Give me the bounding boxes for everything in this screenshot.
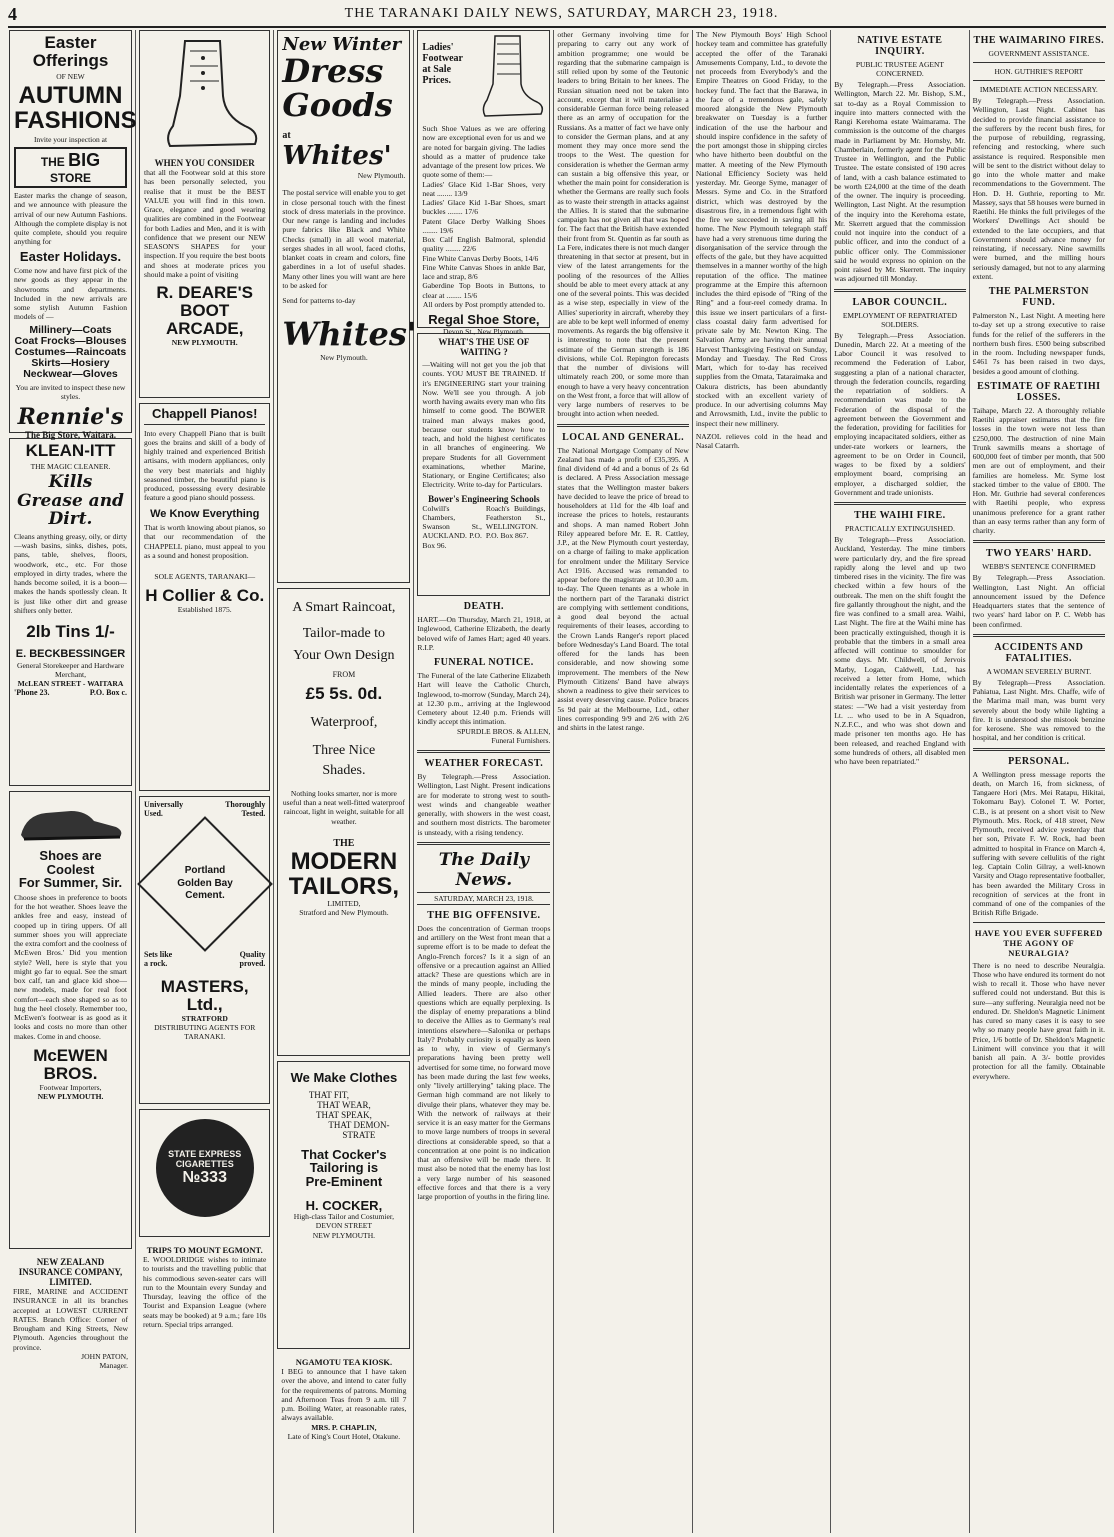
shades: Shades. (322, 762, 366, 778)
merchant-desc: General Storekeeper and Hardware Merchant, (17, 660, 124, 679)
cocker-desc: High-class Tailor and Costumier, (293, 1212, 395, 1222)
kleanitt-title: KLEAN-ITT (25, 441, 116, 460)
regal-shoe-ad (417, 30, 550, 336)
palmerston-heading: THE PALMERSTON FUND. (988, 286, 1089, 308)
kleanitt-sub: THE MAGIC CLEANER. (30, 461, 111, 471)
merchant-pobox: P.O. Box c. (89, 688, 127, 698)
ladies-boot-illustration (145, 36, 265, 156)
raincoat-ad (277, 588, 410, 1056)
sets-like: Sets like (144, 950, 173, 959)
send-patterns: Send for patterns to-day (282, 296, 356, 306)
proved: proved. (239, 959, 266, 968)
whites-name-2: Whites' (282, 315, 417, 354)
tins-price: 2lb Tins 1/- (26, 622, 115, 642)
masthead-title: THE TARANAKI DAILY NEWS, SATURDAY, MARCH 23, 1918. (344, 6, 779, 21)
regal-ladies: Ladies' (422, 42, 454, 53)
insurance-ad (9, 1254, 132, 1373)
waimarino-sub: GOVERNMENT ASSISTANCE. (988, 49, 1090, 58)
regal-footwear: Footwear (422, 53, 463, 64)
at: at (282, 130, 291, 142)
regal-item-3: Patent Glace Derby Walking Shoes ........ 19/6 (422, 216, 546, 235)
divider (973, 922, 1105, 923)
divider (417, 750, 550, 753)
column-1 (6, 30, 136, 1533)
kiosk-owner: MRS. P. CHAPLIN, (311, 1422, 377, 1432)
state-express-stamp (156, 1119, 254, 1217)
tailors-limited: LIMITED, (327, 899, 361, 909)
bowers-title: WHAT'S THE USE OF WAITING ? (438, 337, 530, 357)
a-rock: a rock. (144, 959, 168, 968)
autumn-title: AUTUMN (18, 81, 123, 109)
portland-bottom-2 (144, 959, 265, 968)
raincoat-price: £5 5s. 0d. (305, 684, 383, 703)
accidents-sub: A WOMAN SEVERELY BURNT. (986, 666, 1092, 676)
quality: Quality (239, 950, 266, 959)
portland-line-2: Golden Bay (176, 877, 233, 889)
weather-heading: WEATHER FORECAST. (424, 758, 544, 769)
regal-item-7: Gaberdine Top Boots in Buttons, to clear at ........ 15/6 (422, 281, 546, 300)
regal-labels (422, 34, 475, 86)
whites-town-2: New Plymouth. (320, 353, 368, 363)
strate: STRATE (342, 1129, 376, 1140)
easter-text: Easter marks the change of season, and we announce with pleasure the arrival of our new Autumn Fashions. Although the complete display is not quite complete, should you require anything for (14, 191, 127, 247)
the: THE (333, 837, 355, 849)
big-store-waitara: The Big Store, Waitara. (25, 430, 116, 441)
list-millinery: Millinery—Coats (29, 323, 112, 336)
that-wear: THAT WEAR, (317, 1099, 371, 1110)
fashions-title: FASHIONS (14, 106, 137, 134)
cocker-town: NEW PLYMOUTH. (312, 1230, 376, 1240)
trips-text: E. WOOLDRIDGE wishes to intimate to tourists and the travelling public that his commodious seven-seater cars will run to the Mountain every Sunday and Thursday, leaving the office of the Tourist and Expansion League (where seats may be booked) at 9 a.m.; fare 10s return. Special trips arranged. (143, 1255, 267, 1329)
two-years-heading: TWO YEARS' HARD. (985, 548, 1092, 560)
regal-item-1: Ladies' Glace Kid 1-Bar Shoes, very neat ........ 13/9 (422, 179, 546, 198)
waterproof: Waterproof, (310, 714, 378, 730)
kiosk-ad (277, 1354, 410, 1444)
native-heading: NATIVE ESTATE INQUIRY. (857, 35, 943, 57)
chappell-text: Into every Chappell Piano that is built goes the brains and skill of a body of highly trained and experienced British artisans, with modern appliances, only the very best materials and highly seasoned timber, the beautiful piano is produced, possessing every desirable feature a good piano should possess. (144, 428, 266, 503)
mens-shoe-illustration (16, 797, 126, 847)
divider (417, 842, 550, 845)
regal-header (422, 34, 545, 124)
know-everything: We Know Everything (150, 507, 260, 520)
funeral-text: The Funeral of the late Catherine Elizabeth Hart will leave the Catholic Church, Inglewood, to-morrow (Sunday, March 24), at 12.30 p.m., arriving at the Inglewood Cemetery about 12.40 p.m. Friends will kindly accept this intimation. (417, 671, 551, 727)
easter-text-2: Come now and have first pick of the new goods as they appear in the showrooms and departments. Included in the new arrivals are some stylish Autumn Fashion models of — (14, 266, 127, 322)
personal-heading: PERSONAL. (1008, 755, 1070, 767)
accidents-text: By Telegraph—Press Association. Pahiatua, Last Night. Mrs. Chaffe, wife of the Marima mail man, was burnt very severely about the body while lighting a fire. It is understood she mistook benzine for kerosene. She was removed to the hospital, and her condition is critical. (972, 677, 1106, 743)
raincoat-line-3: Your Own Design (293, 648, 395, 663)
divider (973, 80, 1105, 81)
insurance-title: NEW ZEALAND INSURANCE COMPANY, LIMITED. (18, 1257, 123, 1287)
deare-text: that all the Footwear sold at this store has been personally selected, you realise that it must be the BEST VALUE you will find in this town. Grace, elegance and good wearing qualities are combined in the Footwear for both Ladies and Men, and it is with confidence that we present our NEW SEASON'S SHAPES for your inspection. If you require the best boots and shoes at moderate prices you should make a point of visiting (144, 168, 266, 279)
native-text: By Telegraph.—Press Association. Wellington, March 22. Mr. Bishop, S.M., sat to-day as a Royal Commission to inquire into matters connected with the Rangi Kerehoma estate Waimarama. The commission is the outcome of the charges made in Parliament by Mr. Hornsby, Mr. Chamberlain, formerly agent for the Public Trustee in Wellington, and the Public Trustee. The estate consisted of 190 acres of land, with a cash balance estimated to be worth £24,000 at the time of the death of the owner. The inquiry is proceeding. Wellington, Last Night. At the resumption of the inquiry into the Kerehoma estate, Mr. Skerrett argued that the commission could not inquire into the conduct of a public officer, and into the conduct of a public officer only. The Commissioner said he would express no opinion on the point raised by Mr. Skerrett. The inquiry was adjourned till Monday. (834, 80, 966, 284)
regal-at-sale: at Sale (422, 64, 452, 75)
cocker-name: H. COCKER, (305, 1197, 383, 1213)
cockers: That Cocker's (301, 1146, 387, 1162)
mcewen-town: NEW PLYMOUTH. (37, 1091, 104, 1101)
collier-est: Established 1875. (177, 605, 232, 615)
editorial-heading: THE BIG OFFENSIVE. (427, 909, 541, 921)
funeral-firm: SPURDLE BROS. & ALLEN, (456, 726, 551, 736)
waimarino-heading: THE WAIMARINO FIRES. (973, 35, 1105, 46)
chappell-title: Chappell Pianos! (144, 407, 265, 425)
tested: Tested. (241, 809, 266, 818)
modern: MODERN (290, 847, 398, 875)
beckbessinger: E. BECKBESSINGER (15, 648, 126, 660)
collier-name: H Collier & Co. (145, 586, 265, 606)
goods: Goods (282, 85, 393, 124)
raetihi-text: Taihape, March 22. A thoroughly reliable Raetihi appraiser estimates that the fire losses in the town were not less than £250,000. The destruction of nine Main Trunk sawmills means a shortage of 600,000 feet of timber per month, that 500 men are out of employment, and their families are homeless. Mr. Syme lost stacked timber to the value of £800. The Hon. Mr. Guthrie had several conferences with Raetihi people, who express unanimous preference for a grant rather than an easy terms rather than any form of charity. (972, 405, 1106, 535)
merchant-contacts (14, 688, 127, 697)
easter-holidays: Easter Holidays. (19, 248, 122, 264)
portland-cement-ad (139, 796, 270, 1104)
masthead (8, 2, 1106, 28)
logo-the: THE (40, 155, 65, 170)
kiosk-text: I BEG to announce that I have taken over the above, and intend to cater fully for the requirements of patrons. Morning and Afternoon Teas from 9 a.m. till 7 p.m. Boiling Water, at reasonable rates, always available. (281, 1367, 407, 1423)
universally: Universally (144, 800, 184, 809)
bowers-text: —Waiting will not get you the job that counts. YOU MUST BE TRAINED. If it's ENGINEERING start your training Now. We'll see you through. A job worth having awaits every man who fits himself to come good. The BOWER trained man always makes good, because our students know how to teach, and hold the highest certificates in all branches of engineering. We prepare Students for all Government examinations, whether Marine, Stationary, or Engine Certificates; also Electricity. Write to-day for Particulars. (422, 360, 546, 490)
column-8 (970, 30, 1108, 1533)
waihi-text: By Telegraph—Press Association. Auckland, Yesterday. The mine timbers were particularly dry, and the fire spread rapidly along the level and up two timbered rises in the vicinity. The fire was checked within a few hours of the outbreak. The men on the shift fought the fire gallantly throughout the night, and the fire was confined to a small area. Waihi, Last Night. The fire at the Waihi mine has been practically extinguished, though it is probable that the timbers in a small area affected will continue to smoulder for some days. Mr. Childwell, of Jervois Marby, Logan, Caldwell, Ltd., has received a letter from Home, which incidentally relates the experiences of a British war prisoner in Germany. The letter states: —"We had a visit yesterday from Lt. ... who used to be in A Squadron, N.Z.F.C., and who was shot down and made prisoner ten months ago. He has been released, and reached England with some hundreds of others, all disabled men who have been repatriated." (834, 535, 966, 766)
whites-dress-goods-ad (277, 30, 417, 583)
that-fit: THAT FIT, (308, 1089, 349, 1100)
local-text: The National Mortgage Company of New Zealand has made a profit of £35,395. A final dividend of 4d and a bonus of 2s 6d is declared. A Press Association message states that the Wellington master bakers have decided to leave the price of bread to householders at 11d for the 4lb loaf and increase the prices to hotels, restaurants and shops. A man named Robert John Riley appeared before Mr. E. R. Cattley, J.P., at the New Plymouth court yesterday, on a charge of failing to make application for enrolment under the Military Service Act 1916. Accused was remanded to appear before the magistrate at 10.30 a.m. to-day. The Queen tenants as a whole in the northern part of the Taranaki district are complying with settlement conditions, a good deal beyond the actual requirements of their leases, according to the Crown Lands Ranger's report placed before Wednesday's Land Board. The total offered for the lands has been considerable, and now showing some improvement. The members of the New Plymouth Citizens' Band have always shown a readiness to give their services to assist every deserving cause. Police braces 5s 9d pair at the Melbourne, Ltd., other lines corresponding 9/9 and 2/6 with 2/6 and shirts in the latest range. (557, 445, 689, 732)
merchant-phone: 'Phone 23. (14, 688, 50, 698)
tailoring-is: Tailoring is (309, 1160, 379, 1176)
masters-desc: DISTRIBUTING AGENTS FOR TARANAKI. (154, 1022, 256, 1042)
logo-store: STORE (49, 171, 92, 186)
portland-line-1: Portland (184, 865, 225, 877)
editorial-continued: other Germany involving time for preparing to carry out any work of ambition programme; one would be regarding that the submarine campaign is still relied upon by some of the Teutonic leaders to bring Britain to her knees. The Russian situation need not be taken into account, except that it will materialise a considerable German force being released there as an army of occupation for the Russians. As a matter of fact we have only to consider the German plans, and at any moment they may once more send the troops to the West. The question for consideration is whether the German army can sustain a big offensive this year, or whether the main point for consideration is whether the Germans are really such fools as to waste their strength in attacks against the Allies. It is stated that the submarine campaign has not given all that was hoped for. The fact that the British have extended their front from St. Quentin as far south as La Fere, indicates there is not much danger threatening in that sector at present, but in view of the latest arrangements for the pooling of the resources of the Allies should be able to meet every attack at any one of the several points. This was decided as a wise step, especially in view of the Allies' superiority in aircraft, whereby they are able to be kept well informed of enemy movements. As regards the big offensive it is interesting to note that the present estimate of the German strength is 186 divisions, while Col. Repington forecasts that the number of divisions will ultimately reach 200, or some more than enough to have a very heavy concentration on the West front, a force that will allow of very large numbers of reserves to be brought into action when needed. (557, 30, 689, 419)
labor-text: By Telegraph.—Press Association. Dunedin, March 22. At a meeting of the Labor Council it was resolved to recommend the Federation of Labor, suggesting a plan of a national character, through the federation councils, regarding the repatriation of soldiers. A recommendation was made to the Federation of the disposal of the agreement between the Government and the federation, providing for facilities for employing incapacitated soldiers, either as under-rate workers or learners, the agreement to be on Order in Council, wages to be fixed by a soldiers' employment board, comprising an employer, a discharged soldier, the Government and trade unionists. (834, 330, 966, 497)
waimarino-sub-3: IMMEDIATE ACTION NECESSARY. (979, 85, 1098, 94)
weather-text: By Telegraph.—Press Association. Wellington, Last Night. Present indications are for moderate to strong west to south-west winds and changeable weather generally, with showers in the west coast, and southern most districts. The barometer is unsteady, with a rising tendency. (417, 772, 551, 837)
whites-name: Whites' (282, 141, 392, 172)
bowers-name: Bower's Engineering Schools (428, 493, 540, 504)
kiosk-late: Late of King's Court Hotel, Otakune. (287, 1431, 401, 1441)
bowers-ad (417, 333, 550, 596)
bowers-wellington: Roach's Buildings, Featherston St., WELLINGTON. P.O. Box 867. (485, 503, 546, 541)
nazol-notice: NAZOL relieves cold in the head and Nasal Catarrh. (695, 431, 828, 450)
portland-diamond (137, 816, 273, 952)
logo-big: BIG (68, 150, 101, 171)
bowers-auckland: Colwill's Chambers, Swanson St., AUCKLAND. P.O. Box 96. (422, 503, 482, 550)
used: Used. (144, 809, 163, 818)
insurance-text: FIRE, MARINE and ACCIDENT INSURANCE in all its branches accepted at LOWEST CURRENT RATES. Branch Office: Corner of Brougham and King Streets, New Plymouth. Agencies throughout the province. (13, 1287, 128, 1352)
that-speak: THAT SPEAK, (315, 1109, 372, 1120)
masters-name: MASTERS, Ltd., (160, 977, 249, 1014)
divider (834, 289, 965, 292)
thoroughly: Thoroughly (225, 800, 266, 809)
deare-arcade: ARCADE, (165, 318, 244, 338)
raincoat-from: FROM (332, 670, 356, 679)
trips-title: TRIPS TO MOUNT EGMONT. (146, 1245, 263, 1255)
raincoat-text: Nothing looks smarter, nor is more useful than a neat well-fitted waterproof raincoat, light in weight, suitable for all weather. (282, 788, 405, 826)
mcewen-bros: McEWEN BROS. (33, 1045, 108, 1083)
neuralgia-heading: HAVE YOU EVER SUFFERED THE AGONY OF NEURALGIA? (974, 927, 1103, 958)
regal-orders: All orders by Post promptly attended to. (422, 299, 545, 309)
mcewen-desc: Footwear Importers, (39, 1082, 102, 1092)
list-neckwear: Neckwear—Gloves (23, 367, 118, 380)
regal-item-5: Fine White Canvas Derby Boots, 14/6 (422, 253, 539, 263)
list-skirts: Skirts—Hosiery (31, 356, 110, 369)
sole-agents: SOLE AGENTS, TARANAKI— (154, 572, 256, 582)
deare-boot: BOOT (180, 300, 230, 320)
divider (973, 540, 1105, 543)
invite-footer: You are invited to inspect these new styles. (15, 382, 126, 402)
regal-text: Such Shoe Values as we are offering now are exceptional even for us and we are noted for bargain giving. The ladies should as a matter of prudence take advantage of the present low prices. We quote some of them:— (422, 124, 546, 180)
deare-heading: WHEN YOU CONSIDER (154, 158, 255, 168)
list-coat-frocks: Coat Frocks—Blouses (14, 334, 127, 347)
daily-news-nameplate: The Daily News. (438, 849, 530, 890)
insurance-role: Manager. (99, 1361, 128, 1370)
state-express-number: №333 (182, 1169, 227, 1186)
make-clothes: We Make Clothes (290, 1070, 398, 1085)
waimarino-text: By Telegraph.—Press Association. Wellington, Last Night. Cabinet has decided to provide financial assistance to the sufferers by the recent bush fires, for the purpose of rebuilding, regrassing, refencing and restocking, where such assistance is required. Responsible men will be sent to the district without delay to go into the whole matter and make recommendations to the Government. The Hon. D. H. Guthrie, reporting to Mr. Massey, says that 58 houses were burned in Raetihi. He thinks the full privileges of the Workers' Dwellings Act should be extended to the late occupiers, and that Government should advance money for reinstating, if necessary. Nine sawmills were burned, and the milling hours seriously damaged, but not to any alarming extent. (972, 96, 1106, 281)
deare-town: NEW PLYMOUTH. (171, 337, 238, 347)
chappell-text-2: That is worth knowing about pianos, so that our recommendation of the CHAPPELL piano, must appeal to you as a sound and honest proposition. (144, 523, 266, 560)
mcewen-ad (9, 791, 132, 1249)
list-costumes: Costumes—Raincoats (14, 345, 127, 358)
trips-ad (139, 1242, 270, 1332)
state-express-ad (139, 1109, 270, 1237)
divider (834, 502, 965, 505)
funeral-role: Funeral Furnishers. (491, 735, 551, 745)
whites-text: The postal service will enable you to get in close personal touch with the finest stock of dress materials in the province. Our new range is landing and includes pure fabrics like Black and White Checks (small) in all wool material, serges shades in all wool, faced cloths, blanket coats in cream and colors, fine gaberdines in a lot of useful shades. Many other lines you will want are here to be asked for (282, 188, 406, 290)
regal-item-4: Box Calf English Balmoral, splendid quality ........ 22/6 (422, 235, 546, 254)
divider (973, 634, 1105, 637)
waihi-sub: PRACTICALLY EXTINGUISHED. (845, 524, 955, 533)
local-continued: The New Plymouth Boys' High School hockey team and committee has gratefully accepted the offer of the Taranaki Amusements Company, Ltd., to devote the net proceeds from Everybody's and the Empire Theatres on Good Friday, to the hockey fund. The fact that the Barawa, in the face of a tremendous gale, safely moored alongside the New Plymouth breakwater on Tuesday is a further indication of the use the harbour and should inspire confidence in the safety of the port amongst those in shipping circles who have hitherto been doubtful on the matter. A meeting of the New Plymouth National Efficiency Society was held yesterday. Mr. George Syme, manager of Messrs. Syme and Co. in the Stratford district, which was destroyed by the disastrous fire, in a tremendous fight with the fire we succeeded in saving all his home. The New Plymouth telegraph staff have had a very strenuous time during the disorganisation of the service through the effects of the gale, but they have acquitted themselves in a manner worthy of the high reputation of the office. The matinee programme at the Empire this afternoon includes the third episode of "Ring of the Ring" and a four-reel comedy drama. In this issue we insert particulars of a first-class coastal dairy farm advertised for private sale by Mr. Newton King. The Salvation Army are having their annual Harvest Thanksgiving Festival on Sunday, Monday and Tuesday. The Red Cross Mart, which for to-day has received supplies from the Omata, Tataraimaka and Oakura districts, has been abundantly stocked with an excellent variety of produce. In our advertising columns May and Arrowsmith, Ltd., invite the public to inspect their new millinery. (695, 30, 828, 428)
shoes-title-1: Shoes are Coolest (39, 848, 102, 877)
divider (973, 748, 1105, 751)
chappell-ad (139, 403, 270, 791)
rennies-name: Rennie's (17, 404, 124, 431)
editorial-date: SATURDAY, MARCH 23, 1918. (417, 892, 550, 905)
deare-ad (139, 30, 270, 398)
regal-prices: Prices. (422, 75, 451, 86)
portland-line-3: Cement. (184, 890, 225, 902)
regal-name: Regal Shoe Store, (428, 312, 540, 327)
deare-name: R. DEARE'S (156, 283, 254, 302)
regal-item-2: Ladies' Glace Kid 1-Bar Shoes, smart buckles ........ 17/6 (422, 198, 546, 217)
raincoat-line-1: A Smart Raincoat, (292, 600, 396, 615)
masters-town: STRATFORD (181, 1013, 228, 1023)
offerings-title: Offerings (32, 50, 109, 70)
invite-text: Invite your inspection at (33, 135, 108, 145)
state-express-brand: STATE EXPRESS (168, 1149, 242, 1159)
death-text: HART.—On Thursday, March 21, 1918, at Inglewood, Catherine Elizabeth, the dearly beloved wife of James Hart; aged 40 years. R.I.P. (417, 615, 551, 652)
death-heading: DEATH. (463, 601, 505, 612)
regal-address: Devon St., New Plymouth. (442, 326, 525, 336)
shoes-text: Choose shoes in preference to boots for the hot weather. Shoes leave the ankles free and easy, instead of cooped up in tiring uppers. Of all summer shoes you will appreciate the extra comfort and the coolness of McEwen Bros.' Did you mention style? Well, here is style that you might go far to equal. See the smart box calf, tan and glace kid shoe—new models, made for real foot comfort—each shoe shaped so as to hug the heel closely. Remember too, McEwen's footwear is as good as it looks and costs no more than other makes. Come in and choose. (14, 892, 127, 1041)
column-5 (554, 30, 692, 1533)
accidents-heading: ACCIDENTS AND FATALITIES. (994, 641, 1084, 664)
whites-town: New Plymouth. (357, 171, 406, 181)
columns (6, 30, 1108, 1533)
raetihi-heading: ESTIMATE OF RAETIHI LOSSES. (977, 380, 1101, 403)
merchant-address: McLEAN STREET - WAITARA (17, 679, 124, 689)
neuralgia-text: There is no need to describe Neuralgia. Those who have endured its torment do not wish to recall it. Those who have never suffered could not understand. But this is sure—any suffering. Neuralgia need not be endured. Dr. Sheldon's Magnetic Liniment has cured so many cases it is easy to see why so many people have great faith in it. Price, 1/6 bottle of Dr. Sheldon's Magnetic Liniment will convince you that it will banish all pain. A 3/- bottle provides protection for all the family. Obtainable everywhere. (972, 960, 1106, 1081)
two-years-text: By Telegraph.—Press Association. Wellington, Last Night. An official announcement issued by the Defence Headquarters states that the sentence of two years' hard labor on P. C. Webb has been confirmed. (972, 573, 1106, 629)
tailors: TAILORS, (288, 873, 400, 901)
big-store-ad (9, 30, 137, 441)
easter-title: Easter (44, 33, 97, 52)
three-nice: Three Nice (312, 742, 376, 758)
ladies-shoe-illustration (475, 34, 545, 124)
column-4 (414, 30, 554, 1533)
insurance-agent: JOHN PATON, (81, 1351, 128, 1361)
tailors-towns: Stratford and New Plymouth. (299, 908, 389, 918)
dress: Dress (282, 52, 384, 90)
state-express-cigarettes: CIGARETTES (175, 1159, 234, 1169)
labor-heading: LABOR COUNCIL. (852, 296, 948, 308)
bowers-addresses (422, 504, 545, 550)
kleanitt-text: Cleans anything greasy, oily, or dirty—wash basins, sinks, dishes, pots, pans, table, shelves, floors, woodwork, etc., etc. For those employed in dirty trades, where the hands become soiled, it is a boon—makes the hands spotlessly clean. It is just like other dirt and grease shifters only better. (14, 531, 127, 615)
pre-eminent: Pre-Eminent (305, 1173, 383, 1189)
funeral-heading: FUNERAL NOTICE. (434, 657, 534, 668)
native-sub: PUBLIC TRUSTEE AGENT CONCERNED. (855, 60, 945, 78)
kleanitt-ad (9, 438, 132, 786)
cocker-street: DEVON STREET (315, 1221, 373, 1231)
personal-text: A Wellington press message reports the death, on March 16, from sickness, of Tangaere Hori (Mrs. Mei Ratapu, Hikitai, Tokomaru Bay). Colonel T. W. Porter, C.B., is at present on a short visit to New Plymouth. Mrs. Rock, of 418 street, New Plymouth, received advice yesterday that her son, Private F. W. Rock, had been admitted to hospital in France on March 4, suffering with severe cellulitis of the right leg. Captain Colin Gilray, a well-known Varsity and Otago representative footballer, has been awarded the Military Cross in recognition of services at the front in command of one of the companies of the British Rifle Brigade. (972, 769, 1106, 918)
column-7 (831, 30, 969, 1533)
waihi-heading: THE WAIHI FIRE. (854, 510, 946, 521)
two-years-sub: WEBB'S SENTENCE CONFIRMED (982, 562, 1096, 572)
editorial-text: Does the concentration of German troops and artillery on the West front mean that a supreme effort is to be made to defeat the Anglo-French forces? Is it a sign of an offensive or a precaution against an Allied attack? These are questions which are in the minds of many people, including the Allied leaders. There are also other questions which are equally perplexing. Is the display of enemy preparations a blind to deceive the Allies as to Germany's real intentions elsewhere—Salonika or perhaps Italy? Probably curiosity is equally as keen as to why, in view of Germany's preparations having been pretty well advertised for some time, no forward move has been made during the last few weeks, only "lively artillerying" taking place. The German high command are not likely to divulge their plans, whatever they may be. With the network of railways at their service it is an easy matter for the Germans to move large numbers of troops in several directions at considerable speed, so that a concentration at one point is no indication that an offensive will be made there. It must also be noted that the enemy has lost a very large number of his seasoned effective forces and that there is a very large proportion of youths in the firing line. (417, 923, 551, 1201)
that-demon: THAT DEMON- (328, 1119, 390, 1130)
column-6 (693, 30, 831, 1533)
raincoat-line-2: Tailor-made to (302, 626, 386, 641)
labor-sub: EMPLOYMENT OF REPATRIATED SOLDIERS. (842, 310, 958, 329)
page-number: 4 (8, 3, 17, 24)
kiosk-title: NGAMOTU TEA KIOSK. (295, 1357, 393, 1367)
of-new: OF NEW (56, 71, 85, 81)
local-heading: LOCAL AND GENERAL. (562, 431, 685, 443)
cocker-ad (277, 1061, 410, 1349)
big-store-logo (14, 147, 127, 188)
new-winter: New Winter (282, 34, 402, 55)
regal-item-6: Fine White Canvas Shoes in ankle Bar, lace and strap, 8/6 (422, 262, 546, 281)
column-2 (136, 30, 274, 1533)
kills-grease: Kills Grease and Dirt. (17, 471, 124, 530)
palmerston-text: Palmerston N., Last Night. A meeting here to-day set up a strong executive to raise funds for the relief of the sufferers in the northern bush fires. £500 being subscribed in the room. Including newspaper funds, £461 7s has been raised in two days, besides a good amount of clothing. (972, 311, 1106, 376)
waimarino-sub-2: HON. GUTHRIE'S REPORT (994, 67, 1084, 76)
divider (557, 424, 688, 427)
column-3 (274, 30, 417, 1533)
divider (973, 62, 1105, 63)
portland-top (144, 800, 265, 809)
shoes-title-2: For Summer, Sir. (18, 875, 123, 891)
